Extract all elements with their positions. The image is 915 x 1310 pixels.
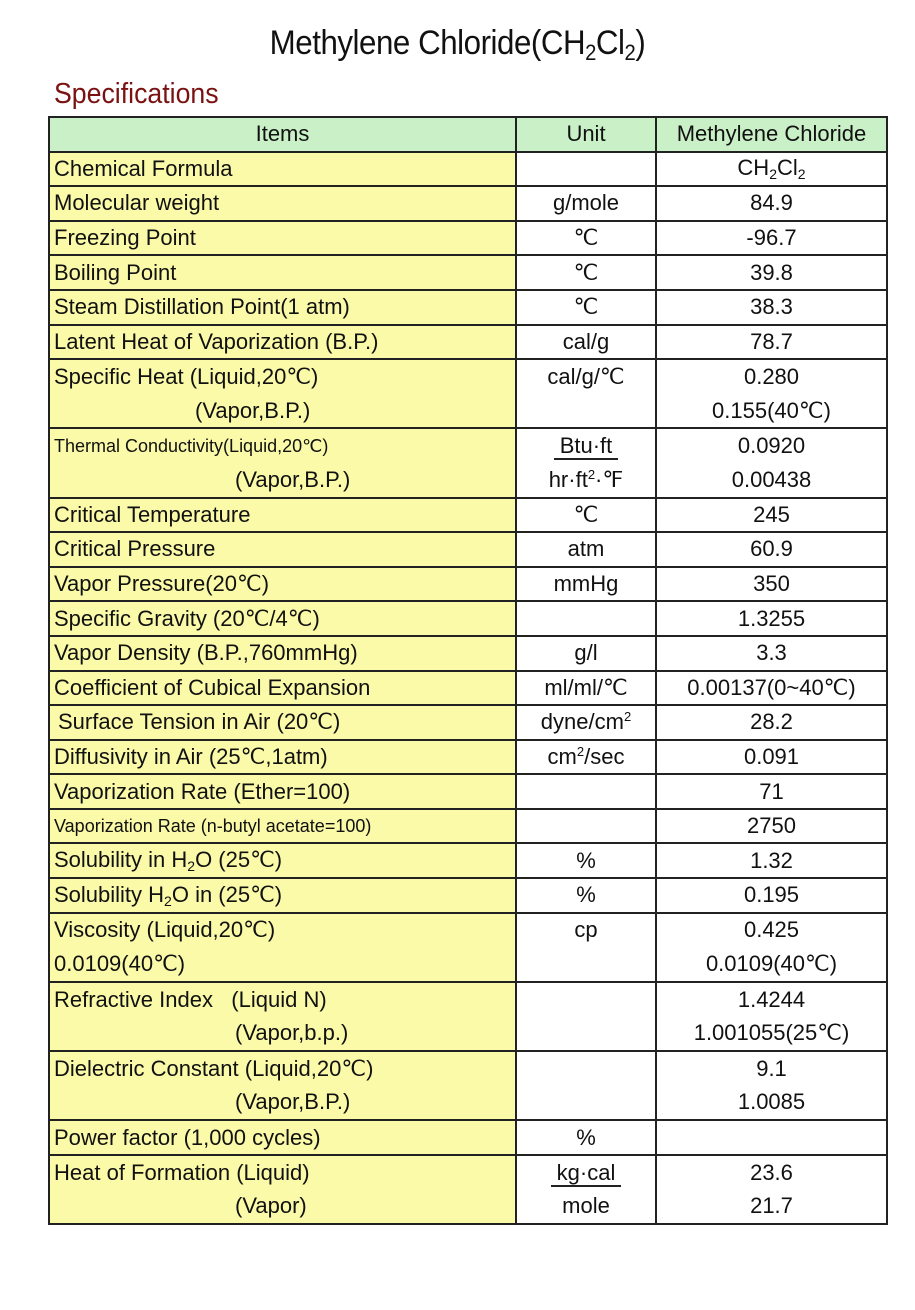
unit-cell <box>516 774 656 809</box>
unit-cell: g/l <box>516 636 656 671</box>
item-cell: Vaporization Rate (n-butyl acetate=100) <box>49 809 516 844</box>
item-cell: Steam Distillation Point(1 atm) <box>49 290 516 325</box>
table-row <box>49 221 887 256</box>
unit-cell: cal/g <box>516 325 656 360</box>
value-cell: -96.7 <box>656 221 887 256</box>
unit-cell <box>516 947 656 982</box>
page-title: Methylene $Chloride(CH_2Cl_2)$ <box>269 24 646 65</box>
table-row <box>49 982 887 1017</box>
unit-cell: ℃ <box>516 255 656 290</box>
table-header-row <box>49 117 887 152</box>
table-row <box>49 878 887 913</box>
value-cell: 60.9 <box>656 532 887 567</box>
item-cell: Power factor (1,000 cycles) <box>49 1120 516 1155</box>
value-cell: 1.0085 <box>656 1086 887 1121</box>
table-row <box>49 498 887 533</box>
unit-cell <box>516 1051 656 1086</box>
unit-numerator: Btu·ft <box>554 433 619 460</box>
unit-cell: mole <box>516 1189 656 1224</box>
table-row <box>49 1016 887 1051</box>
value-cell: 1.001055(25℃) <box>656 1016 887 1051</box>
table-row <box>49 843 887 878</box>
item-cell: Molecular weight <box>49 186 516 221</box>
value-cell: 38.3 <box>656 290 887 325</box>
table-row <box>49 601 887 636</box>
table-row <box>49 913 887 948</box>
unit-cell: % <box>516 843 656 878</box>
table-row <box>49 394 887 429</box>
item-cell: Critical Pressure <box>49 532 516 567</box>
unit-cell: % <box>516 878 656 913</box>
table-row <box>49 1051 887 1086</box>
item-cell: 0.0109(40℃) <box>49 947 516 982</box>
header-items: Items <box>49 117 516 152</box>
value-cell: 0.280 <box>656 359 887 394</box>
unit-cell <box>516 1016 656 1051</box>
table-row <box>49 359 887 394</box>
item-cell: Coefficient of Cubical Expansion <box>49 671 516 706</box>
item-cell: (Vapor) <box>49 1189 516 1224</box>
value-cell: 245 <box>656 498 887 533</box>
value-cell: 84.9 <box>656 186 887 221</box>
table-row <box>49 567 887 602</box>
unit-cell: cp <box>516 913 656 948</box>
value-cell <box>656 1120 887 1155</box>
table-row <box>49 255 887 290</box>
unit-cell: ℃ <box>516 498 656 533</box>
unit-cell <box>516 1155 656 1190</box>
table-row <box>49 740 887 775</box>
table-row <box>49 809 887 844</box>
value-cell: 71 <box>656 774 887 809</box>
unit-cell <box>516 1086 656 1121</box>
value-cell: 0.195 <box>656 878 887 913</box>
item-cell: Solubility $H_2O$ in (25℃) <box>49 878 516 913</box>
unit-cell <box>516 982 656 1017</box>
item-cell: (Vapor,B.P.) <box>49 394 516 429</box>
item-cell: Freezing Point <box>49 221 516 256</box>
table-row <box>49 1120 887 1155</box>
table-row <box>49 1086 887 1121</box>
specifications-table <box>48 116 888 1225</box>
unit-cell: mmHg <box>516 567 656 602</box>
item-cell: Refractive Index (Liquid N) <box>49 982 516 1017</box>
unit-cell <box>516 809 656 844</box>
item-cell: Thermal Conductivity(Liquid,20℃) <box>49 428 516 463</box>
unit-cell: dyne/$cm^2$ <box>516 705 656 740</box>
unit-cell: g/mole <box>516 186 656 221</box>
unit-cell <box>516 428 656 463</box>
table-row <box>49 428 887 463</box>
value-cell: 78.7 <box>656 325 887 360</box>
value-cell: 1.32 <box>656 843 887 878</box>
unit-cell <box>516 394 656 429</box>
table-row <box>49 705 887 740</box>
table-row <box>49 636 887 671</box>
item-cell: Solubility in $H_2O$ (25℃) <box>49 843 516 878</box>
value-cell: 28.2 <box>656 705 887 740</box>
value-cell: 39.8 <box>656 255 887 290</box>
unit-numerator: kg·cal <box>551 1160 622 1187</box>
value-cell: 350 <box>656 567 887 602</box>
item-cell: (Vapor,B.P.) <box>49 463 516 498</box>
value-cell: 21.7 <box>656 1189 887 1224</box>
item-cell: Surface Tension in Air (20℃) <box>49 705 516 740</box>
unit-cell: atm <box>516 532 656 567</box>
unit-cell <box>516 601 656 636</box>
item-cell: (Vapor,b.p.) <box>49 1016 516 1051</box>
table-row <box>49 774 887 809</box>
item-cell: Latent Heat of Vaporization (B.P.) <box>49 325 516 360</box>
value-cell: 0.0920 <box>656 428 887 463</box>
item-cell: (Vapor,B.P.) <box>49 1086 516 1121</box>
item-cell: Viscosity (Liquid,20℃) <box>49 913 516 948</box>
table-row <box>49 947 887 982</box>
item-cell: Heat of Formation (Liquid) <box>49 1155 516 1190</box>
table-row <box>49 463 887 498</box>
value-cell: 9.1 <box>656 1051 887 1086</box>
value-cell: 0.091 <box>656 740 887 775</box>
item-cell: Vaporization Rate (Ether=100) <box>49 774 516 809</box>
value-cell: 0.0109(40℃) <box>656 947 887 982</box>
header-unit: Unit <box>516 117 656 152</box>
item-cell: Critical Temperature <box>49 498 516 533</box>
value-cell: 0.00438 <box>656 463 887 498</box>
value-cell: 1.4244 <box>656 982 887 1017</box>
unit-cell: $hr\cdot ft^2\cdot℉$ <box>516 463 656 498</box>
value-cell: 0.155(40℃) <box>656 394 887 429</box>
item-cell: Dielectric Constant (Liquid,20℃) <box>49 1051 516 1086</box>
table-row <box>49 325 887 360</box>
table-row <box>49 186 887 221</box>
table-row <box>49 152 887 187</box>
table-row <box>49 532 887 567</box>
table-row <box>49 290 887 325</box>
table-row <box>49 671 887 706</box>
unit-cell: $cm^2/\sec$ <box>516 740 656 775</box>
item-cell: Vapor Pressure(20℃) <box>49 567 516 602</box>
unit-cell: cal/g/℃ <box>516 359 656 394</box>
unit-cell: ml/ml/℃ <box>516 671 656 706</box>
section-heading: Specifications <box>54 78 219 110</box>
unit-cell: ℃ <box>516 290 656 325</box>
value-cell: 0.00137(0~40℃) <box>656 671 887 706</box>
value-cell: 2750 <box>656 809 887 844</box>
value-cell: 23.6 <box>656 1155 887 1190</box>
unit-cell: ℃ <box>516 221 656 256</box>
item-cell: Specific Gravity (20℃/4℃) <box>49 601 516 636</box>
item-cell: Specific Heat (Liquid,20℃) <box>49 359 516 394</box>
value-cell: 1.3255 <box>656 601 887 636</box>
table-row <box>49 1155 887 1190</box>
value-cell: 0.425 <box>656 913 887 948</box>
unit-cell <box>516 152 656 187</box>
value-cell: 3.3 <box>656 636 887 671</box>
item-cell: Diffusivity in Air (25℃,1atm) <box>49 740 516 775</box>
item-cell: Boiling Point <box>49 255 516 290</box>
header-methylene-chloride: Methylene Chloride <box>656 117 887 152</box>
item-cell: Vapor Density (B.P.,760mmHg) <box>49 636 516 671</box>
item-cell: Chemical Formula <box>49 152 516 187</box>
unit-cell: % <box>516 1120 656 1155</box>
value-cell: $CH_2Cl_2$ <box>656 152 887 187</box>
table-row <box>49 1189 887 1224</box>
